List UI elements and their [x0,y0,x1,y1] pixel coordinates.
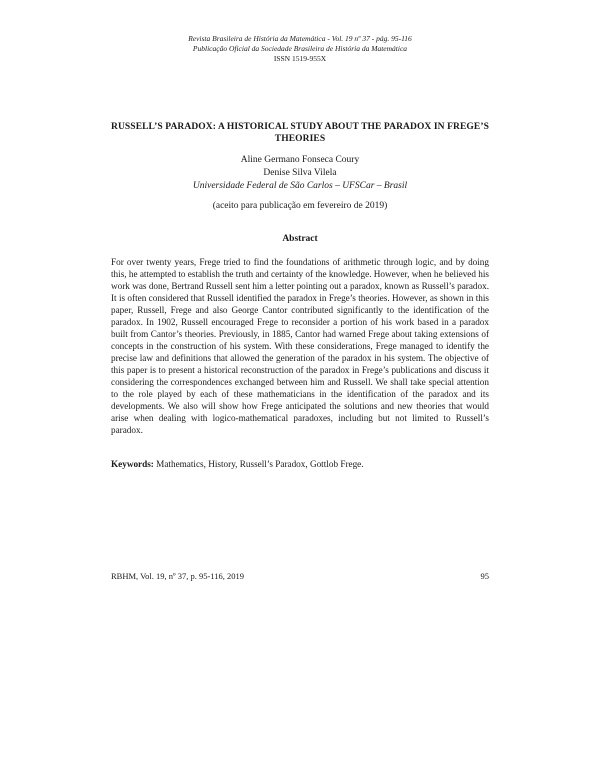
footer-citation: RBHM, Vol. 19, nº 37, p. 95-116, 2019 [111,571,245,581]
issn: ISSN 1519-955X [273,54,327,63]
acceptance-note: (aceito para publicação em fevereiro de 2019) [212,201,388,211]
page-number: 95 [480,571,489,581]
keywords [111,459,489,469]
publication-line: Publicação Oficial da Sociedade Brasileira de História da Matemática [192,44,408,53]
paper-title: RUSSELL’S PARADOX: A HISTORICAL STUDY ABOUT THE PARADOX IN FREGE’S THEORIES [111,122,489,144]
keywords-label: Keywords: [111,459,154,469]
page-footer [111,571,489,581]
author-name: Aline Germano Fonseca Coury [240,155,360,165]
author-name: Denise Silva Vilela [263,168,337,178]
affiliation: Universidade Federal de São Carlos – UFSCar – Brasil [192,181,408,191]
journal-header [0,34,600,64]
abstract-heading: Abstract [282,234,318,244]
journal-line: Revista Brasileira de História da Matemática - Vol. 19 nº 37 - pág. 95-116 [188,34,412,43]
abstract-body: For over twenty years, Frege tried to find the foundations of arithmetic through logic, and by doing this, he attempted to establish the truth and certainty of the knowledge. However, when he believed his work was done, Bertrand Russell sent him a letter pointing out a paradox, known as Russell’s paradox. It is often considered that Russell identified the paradox in Frege’s theories. However, as shown in this paper, Russell, Frege and also George Cantor contributed significantly to the identification of the paradox. In 1902, Russell encouraged Frege to reconsider a portion of his work based in a paradox built from Cantor’s theories. Previously, in 1885, Cantor had warned Frege about taking extensions of concepts in the construction of his system. With these considerations, Frege managed to identify the precise law and definitions that allowed the generation of the paradox in his system. The objective of this paper is to present a historical reconstruction of the paradox in Frege’s publications and discuss it considering the correspondences exchanged between him and Russell. We shall take special attention to the role played by each of these mathematicians in the identification of the paradox and its developments. We also will show how Frege anticipated the solutions and new theories that would arise when dealing with logico-mathematical paradoxes, including but not limited to Russell’s paradox. [111,257,489,435]
keywords-text: Mathematics, History, Russell’s Paradox, Gottlob Frege. [156,459,364,469]
author-block [0,154,600,193]
